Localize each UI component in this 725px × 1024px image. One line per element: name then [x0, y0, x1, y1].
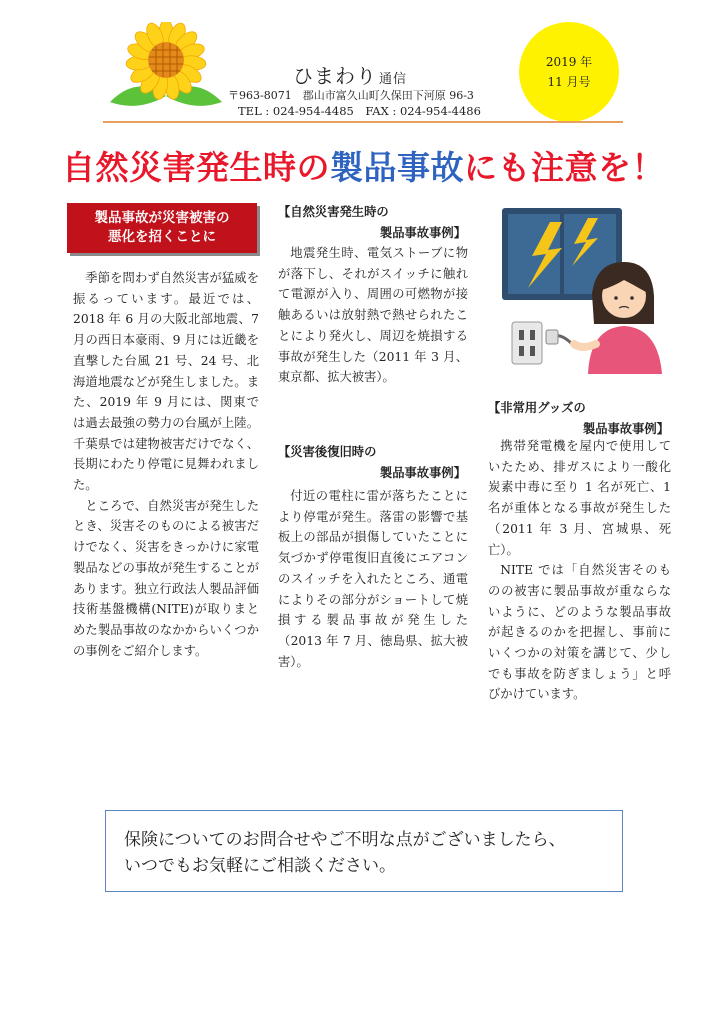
newsletter-title-suffix: 通信: [379, 72, 408, 87]
section3-heading: [488, 398, 671, 440]
newsletter-title: [293, 60, 407, 89]
section1-paragraph: 地震発生時、電気ストーブに物が落下し、それがスイッチに触れて電源が入り、周囲の可燃物が接触あるいは放射熱で熱せられたことにより発火し、周辺を焼損する事故が発生した（2011 年 3 月、東京都、拡大被害）。: [278, 246, 468, 385]
subheading-line2: 悪化を招くことに: [108, 229, 216, 245]
main-headline: [62, 142, 665, 189]
headline-part2: 製品事故: [330, 148, 464, 187]
section1-body: [278, 243, 468, 388]
section3-paragraph-2: NITE では「自然災害そのものの被害に製品事故が重ならないように、どのような製品事故が起きるのかを把握し、事前にいくつかの対策を講じて、少しでも事故を防ぎましょう」と呼びかけています。: [488, 563, 671, 702]
lightning-outlet-illustration: [492, 204, 677, 389]
sunflower-logo-icon: [108, 22, 224, 114]
tel-fax-text: TEL : 024-954-4485 FAX : 024-954-4486: [238, 104, 481, 118]
issue-year: 2019 年: [545, 55, 593, 69]
header-divider: [103, 121, 623, 123]
notice-line1: 保険についてのお問合せやご不明な点がございましたら、: [124, 830, 566, 850]
address-text: 〒963-8071 郡山市富久山町久保田下河原 96-3: [228, 89, 474, 102]
headline-part3: にも注意を！: [464, 148, 665, 187]
section2-heading-line1: 【災害後復旧時の: [278, 445, 377, 459]
notice-line2: いつでもお気軽にご相談ください。: [124, 856, 396, 876]
subheading-line1: 製品事故が災害被害の: [94, 210, 230, 226]
contact-notice-box: [105, 810, 623, 892]
intro-paragraph-2: ところで、自然災害が発生したとき、災害そのものによる被害だけでなく、災害をきっかけに家電製品などの事故が発生することがあります。独立行政法人製品評価技術基盤機構(NITE)が取りまとめた製品事故のなかからいくつかの事例をご紹介します。: [73, 498, 259, 658]
section1-heading-line1: 【自然災害発生時の: [278, 205, 389, 219]
section1-heading: [278, 202, 468, 244]
section2-paragraph: 付近の電柱に雷が落ちたことにより停電が発生。落雷の影響で基板上の部品が損傷していたことに気づかず停電復旧直後にエアコンのスイッチを入れたところ、通電によりその部分がショートして焼損する製品事故が発生した（2013 年 7 月、徳島県、拡大被害）。: [278, 489, 468, 669]
issue-badge: [519, 22, 619, 122]
section3-body: [488, 436, 671, 705]
section3-paragraph-1: 携帯発電機を屋内で使用していたため、排ガスにより一酸化炭素中毒に至り 1 名が死亡、1 名が重体となる事故が発生した（2011 年 3 月、宮城県、死亡）。: [488, 439, 671, 557]
section2-heading-line2: 製品事故事例】: [379, 466, 466, 480]
section2-heading: [278, 442, 468, 484]
section2-body: [278, 486, 468, 672]
issue-month: 11 月号: [547, 75, 591, 89]
intro-column: [73, 268, 259, 661]
subheading-box: [67, 203, 257, 253]
section3-heading-line1: 【非常用グッズの: [488, 401, 586, 415]
section3-heading-line2: 製品事故事例】: [582, 422, 669, 436]
section1-heading-line2: 製品事故事例】: [379, 226, 466, 240]
headline-part1: 自然災害発生時の: [62, 148, 330, 187]
intro-paragraph-1: 季節を問わず自然災害が猛威を振るっています。最近では、2018 年 6 月の大阪北部地震、7 月の西日本豪雨、9 月には近畿を直撃した台風 21 号、24 号、北海道地震などが発生しました。また、2019 年 9 月には、関東では過去最強の勢力の台風が上陸。千葉県では建物被害だけでなく、長期にわたり停電に見舞われました。: [73, 271, 259, 493]
newsletter-title-main: ひまわり: [293, 64, 377, 88]
